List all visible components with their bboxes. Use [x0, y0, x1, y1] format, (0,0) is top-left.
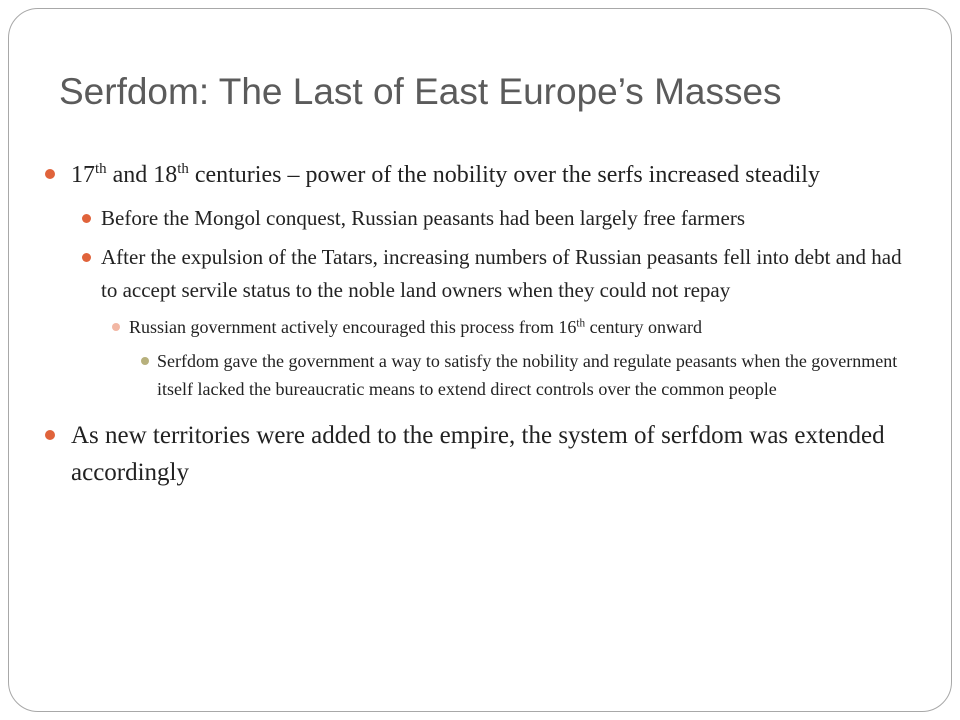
- bullet-dot-icon: [45, 430, 55, 440]
- bullet-text: As new territories were added to the empire, the system of serfdom was extended accordingly: [71, 422, 885, 486]
- bullet-dot-icon: [141, 357, 149, 365]
- bullet-dot-icon: [45, 169, 55, 179]
- bullet-tatars-expulsion: [73, 241, 923, 307]
- bullet-serfdom-means: [129, 347, 923, 403]
- bullet-new-territories: [43, 417, 923, 491]
- bullet-centuries: [43, 157, 923, 194]
- bullet-dot-icon: [112, 323, 120, 331]
- bullet-text: Russian government actively encouraged this process from 16th century onward: [129, 317, 703, 337]
- slide-content: [43, 157, 923, 491]
- bullet-text: Before the Mongol conquest, Russian peasants had been largely free farmers: [101, 206, 745, 230]
- bullet-text: Serfdom gave the government a way to satisfy the nobility and regulate peasants when the government itself lacked the bureaucratic means to extend direct controls over the common people: [157, 351, 898, 399]
- slide-title: Serfdom: The Last of East Europe’s Masses: [59, 71, 782, 112]
- bullet-text: After the expulsion of the Tatars, increasing numbers of Russian peasants fell into debt and had to accept servile status to the noble land owners when they could not repay: [101, 245, 902, 302]
- bullet-dot-icon: [82, 214, 91, 223]
- bullet-dot-icon: [82, 253, 91, 262]
- bullet-government-encouraged: [101, 313, 923, 341]
- bullet-text: 17th and 18th centuries – power of the nobility over the serfs increased steadily: [71, 161, 820, 188]
- bullet-mongol-conquest: [73, 202, 923, 235]
- slide-frame: [8, 8, 952, 712]
